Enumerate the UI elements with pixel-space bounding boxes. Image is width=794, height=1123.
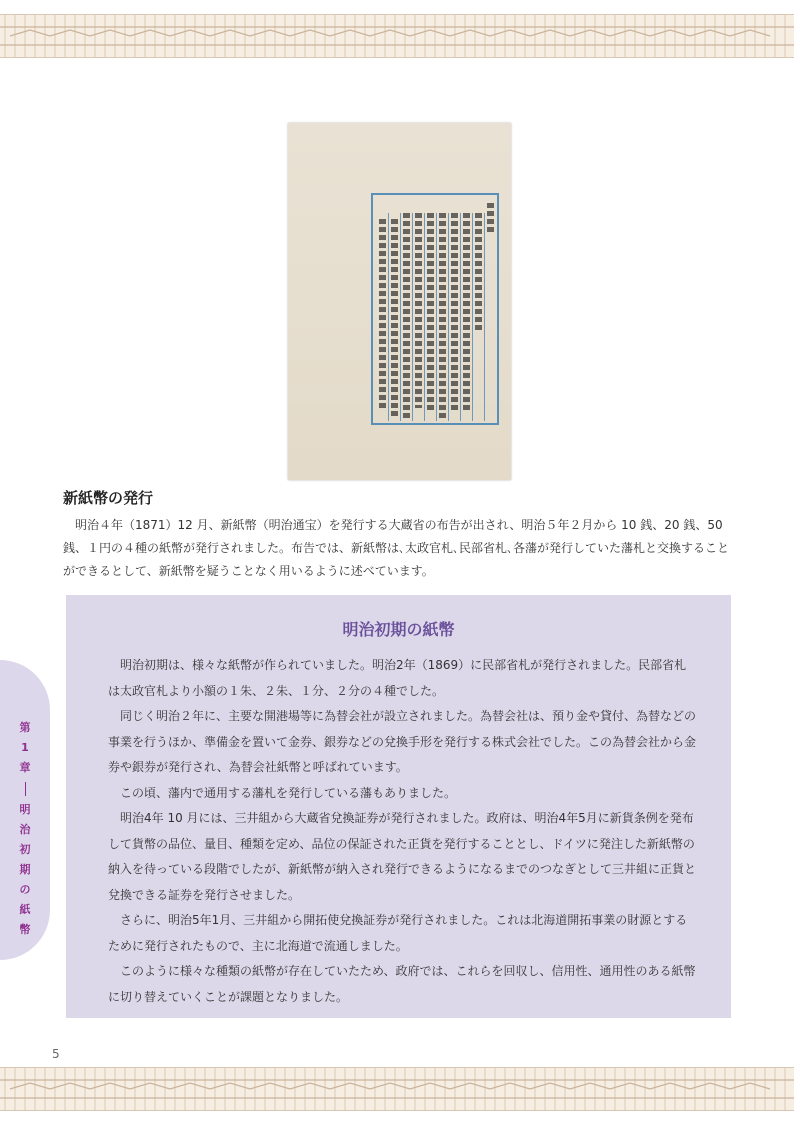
chapter-char: 1 xyxy=(21,741,29,754)
box-paragraph: この頃、藩内で通用する藩札を発行している藩もありました。 xyxy=(120,785,457,800)
box-title: 明治初期の紙幣 xyxy=(342,620,455,639)
page-number: 5 xyxy=(52,1047,60,1061)
divider xyxy=(25,782,26,796)
document-photo xyxy=(288,123,511,480)
info-box xyxy=(66,595,731,1018)
chapter-title-char: 幣 xyxy=(19,923,31,936)
chapter-char: 第 xyxy=(19,721,31,734)
decorative-border-bottom xyxy=(0,1067,794,1111)
chapter-title-char: 期 xyxy=(19,863,31,876)
chapter-side-tab-text xyxy=(16,718,34,940)
greek-key-pattern-icon xyxy=(0,15,794,57)
box-paragraph: このように様々な種類の紙幣が存在していたため、政府では、これらを回収し、信用性、通用性のある紙幣に切り替えていくことが課題となりました。 xyxy=(108,964,696,1004)
chapter-title-char: 治 xyxy=(19,823,31,836)
intro-paragraph: 明治４年（1871）12 月、新紙幣（明治通宝）を発行する大蔵省の布告が出され、明治５年２月から 10 銭、20 銭、50 銭、１円の４種の紙幣が発行されました。布告では、新紙幣は､太政官札､民部省札､各藩が発行していた藩札と交換することができるとして、新紙幣を疑うことなく用いるように述べています。 xyxy=(63,518,730,578)
box-paragraph: 明治初期は、様々な紙幣が作られていました。明治2年（1869）に民部省札が発行されました。民部省札は太政官札より小額の１朱、２朱、１分、２分の４種でした。 xyxy=(108,658,687,698)
decorative-border-top xyxy=(0,14,794,58)
chapter-title-char: 紙 xyxy=(19,903,31,916)
section-title: 新紙幣の発行 xyxy=(63,489,154,507)
chapter-char: 章 xyxy=(19,761,31,774)
greek-key-pattern-icon xyxy=(0,1068,794,1110)
chapter-title-char: 明 xyxy=(19,803,31,816)
chapter-title-char: 初 xyxy=(19,843,31,856)
box-paragraph: さらに、明治5年1月、三井組から開拓使兌換証券が発行されました。これは北海道開拓事業の財源とするために発行されたもので、主に北海道で流通しました。 xyxy=(108,913,688,953)
chapter-title-char: の xyxy=(19,883,31,896)
box-body xyxy=(108,653,698,1010)
box-paragraph: 明治4年 10 月には、三井組から大蔵省兌換証券が発行されました。政府は、明治4年5月に新貨条例を発布して貨幣の品位、量目、種類を定め、品位の保証された正貨を発行することとし、ドイツに発注した新紙幣の納入を待っている段階でしたが、新紙幣が納入され発行できるようになるまでのつなぎとして三井組に正貨と兌換できる証券を発行させました。 xyxy=(108,811,697,902)
box-paragraph: 同じく明治２年に、主要な開港場等に為替会社が設立されました。為替会社は、預り金や貸付、為替などの事業を行うほか、準備金を置いて金券、銀券などの兌換手形を発行する株式会社でした。この為替会社から金券や銀券が発行され、為替会社紙幣と呼ばれています。 xyxy=(108,709,697,774)
